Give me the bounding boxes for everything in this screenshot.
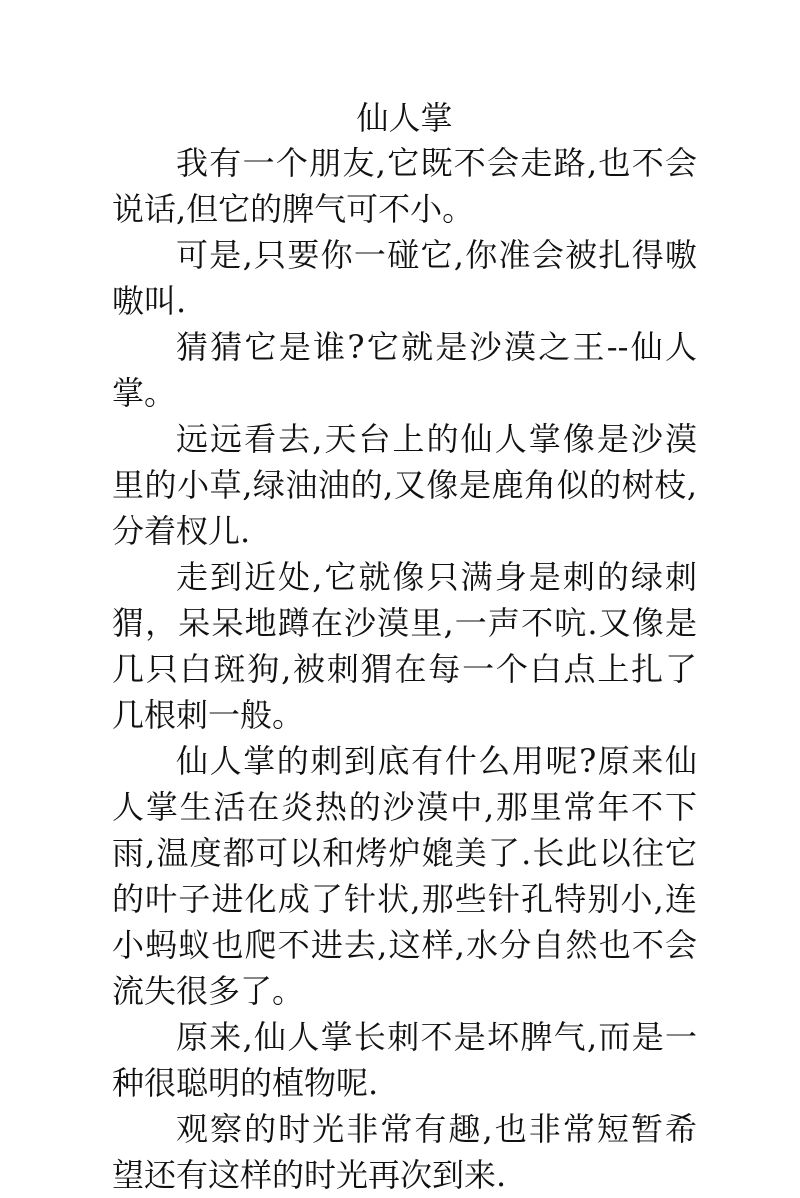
paragraph-7: 原来,仙人掌长刺不是坏脾气,而是一种很聪明的植物呢.: [112, 1018, 697, 1102]
document-title: 仙人掌: [356, 99, 453, 137]
paragraph-5: 走到近处,它就像只满身是刺的绿刺猬，呆呆地蹲在沙漠里,一声不吭.又像是几只白斑狗,被刺猬在每一个白点上扎了几根刺一般。: [112, 558, 697, 734]
paragraph-3: 猜猜它是谁?它就是沙漠之王--仙人掌。: [112, 328, 697, 412]
paragraph-6: 仙人掌的刺到底有什么用呢?原来仙人掌生活在炎热的沙漠中,那里常年不下雨,温度都可以和烤炉媲美了.长此以往它的叶子进化成了针状,那些针孔特别小,连小蚂蚁也爬不进去,这样,水分自然也不会流失很多了。: [112, 742, 697, 1010]
paragraph-4: 远远看去,天台上的仙人掌像是沙漠里的小草,绿油油的,又像是鹿角似的树枝,分着杈儿.: [112, 420, 697, 550]
paragraph-1: 我有一个朋友,它既不会走路,也不会说话,但它的脾气可不小。: [112, 144, 697, 228]
document-page: [112, 96, 697, 1198]
paragraph-8: 观察的时光非常有趣,也非常短暂希望还有这样的时光再次到来.: [112, 1110, 697, 1194]
paragraph-2: 可是,只要你一碰它,你准会被扎得嗷嗷叫.: [112, 236, 697, 320]
